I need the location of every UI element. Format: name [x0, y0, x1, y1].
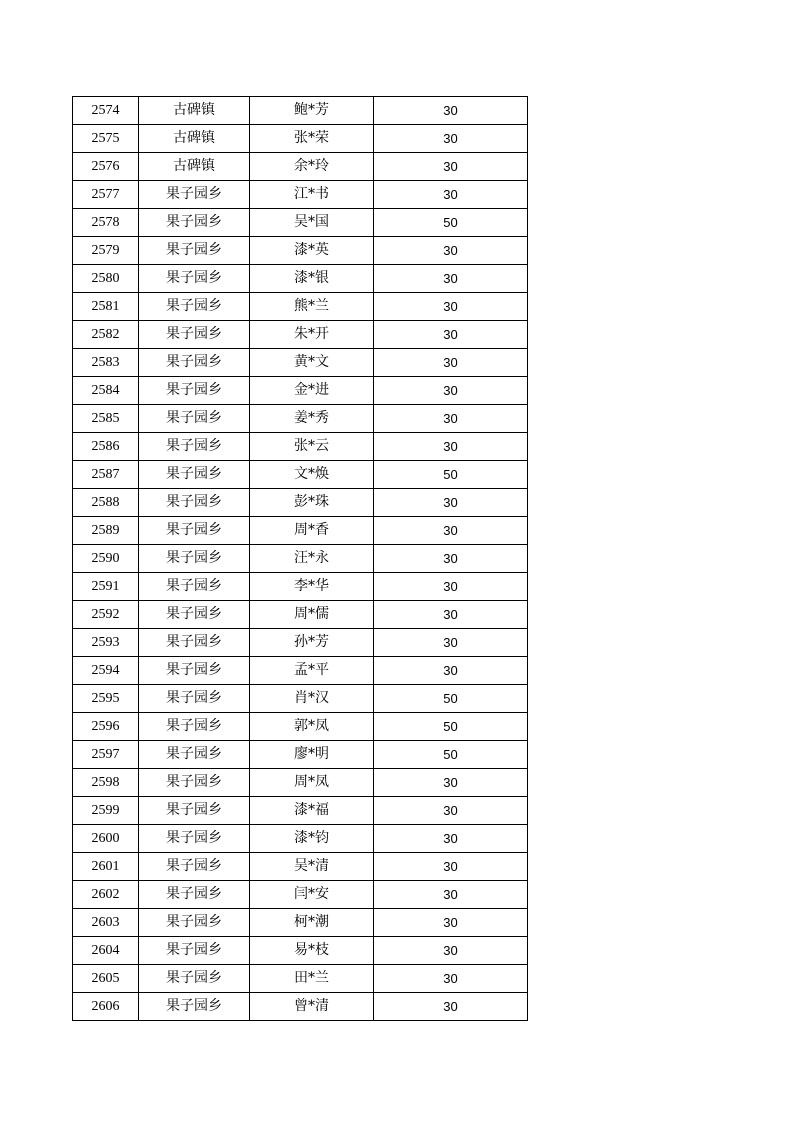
amount-cell: 30	[374, 573, 528, 601]
township-cell: 果子园乡	[139, 293, 250, 321]
row-number-cell: 2587	[73, 461, 139, 489]
row-number-cell: 2591	[73, 573, 139, 601]
township-cell: 果子园乡	[139, 713, 250, 741]
amount-cell: 30	[374, 629, 528, 657]
township-cell: 果子园乡	[139, 881, 250, 909]
row-number-cell: 2584	[73, 377, 139, 405]
row-number-cell: 2600	[73, 825, 139, 853]
row-number-cell: 2586	[73, 433, 139, 461]
name-cell: 姜*秀	[250, 405, 374, 433]
amount-cell: 50	[374, 741, 528, 769]
row-number-cell: 2575	[73, 125, 139, 153]
table-row	[73, 209, 528, 237]
township-cell: 果子园乡	[139, 405, 250, 433]
amount-cell: 30	[374, 601, 528, 629]
township-cell: 果子园乡	[139, 433, 250, 461]
amount-cell: 30	[374, 433, 528, 461]
name-cell: 金*进	[250, 377, 374, 405]
row-number-cell: 2598	[73, 769, 139, 797]
amount-cell: 30	[374, 237, 528, 265]
row-number-cell: 2593	[73, 629, 139, 657]
row-number-cell: 2605	[73, 965, 139, 993]
township-cell: 果子园乡	[139, 209, 250, 237]
row-number-cell: 2585	[73, 405, 139, 433]
name-cell: 汪*永	[250, 545, 374, 573]
township-cell: 果子园乡	[139, 321, 250, 349]
amount-cell: 30	[374, 517, 528, 545]
name-cell: 余*玲	[250, 153, 374, 181]
table-row	[73, 545, 528, 573]
amount-cell: 30	[374, 181, 528, 209]
name-cell: 熊*兰	[250, 293, 374, 321]
table-row	[73, 321, 528, 349]
amount-cell: 30	[374, 825, 528, 853]
table-row	[73, 489, 528, 517]
name-cell: 田*兰	[250, 965, 374, 993]
table-row	[73, 601, 528, 629]
township-cell: 果子园乡	[139, 685, 250, 713]
township-cell: 果子园乡	[139, 573, 250, 601]
table-row	[73, 405, 528, 433]
name-cell: 漆*英	[250, 237, 374, 265]
row-number-cell: 2601	[73, 853, 139, 881]
name-cell: 漆*福	[250, 797, 374, 825]
amount-cell: 30	[374, 377, 528, 405]
table-row	[73, 853, 528, 881]
amount-cell: 30	[374, 321, 528, 349]
row-number-cell: 2577	[73, 181, 139, 209]
table-row	[73, 97, 528, 125]
amount-cell: 30	[374, 489, 528, 517]
township-cell: 古碑镇	[139, 97, 250, 125]
row-number-cell: 2588	[73, 489, 139, 517]
amount-cell: 30	[374, 909, 528, 937]
township-cell: 果子园乡	[139, 461, 250, 489]
amount-cell: 30	[374, 937, 528, 965]
township-cell: 果子园乡	[139, 825, 250, 853]
amount-cell: 30	[374, 545, 528, 573]
amount-cell: 50	[374, 713, 528, 741]
row-number-cell: 2599	[73, 797, 139, 825]
row-number-cell: 2583	[73, 349, 139, 377]
name-cell: 漆*钧	[250, 825, 374, 853]
table-row	[73, 573, 528, 601]
name-cell: 周*凤	[250, 769, 374, 797]
table-row	[73, 629, 528, 657]
table-row	[73, 377, 528, 405]
name-cell: 张*云	[250, 433, 374, 461]
roster-table-body	[73, 97, 528, 1021]
name-cell: 周*香	[250, 517, 374, 545]
row-number-cell: 2606	[73, 993, 139, 1021]
table-row	[73, 125, 528, 153]
amount-cell: 30	[374, 293, 528, 321]
township-cell: 果子园乡	[139, 853, 250, 881]
table-row	[73, 937, 528, 965]
table-row	[73, 965, 528, 993]
amount-cell: 30	[374, 153, 528, 181]
table-row	[73, 293, 528, 321]
row-number-cell: 2596	[73, 713, 139, 741]
amount-cell: 30	[374, 853, 528, 881]
name-cell: 鲍*芳	[250, 97, 374, 125]
name-cell: 吴*清	[250, 853, 374, 881]
township-cell: 果子园乡	[139, 657, 250, 685]
table-row	[73, 433, 528, 461]
township-cell: 果子园乡	[139, 489, 250, 517]
township-cell: 果子园乡	[139, 377, 250, 405]
row-number-cell: 2595	[73, 685, 139, 713]
table-row	[73, 769, 528, 797]
amount-cell: 30	[374, 993, 528, 1021]
table-row	[73, 685, 528, 713]
township-cell: 果子园乡	[139, 769, 250, 797]
name-cell: 易*枝	[250, 937, 374, 965]
name-cell: 孙*芳	[250, 629, 374, 657]
township-cell: 古碑镇	[139, 125, 250, 153]
name-cell: 李*华	[250, 573, 374, 601]
table-row	[73, 657, 528, 685]
township-cell: 果子园乡	[139, 181, 250, 209]
name-cell: 廖*明	[250, 741, 374, 769]
name-cell: 吴*国	[250, 209, 374, 237]
amount-cell: 30	[374, 965, 528, 993]
table-row	[73, 881, 528, 909]
name-cell: 郭*凤	[250, 713, 374, 741]
township-cell: 果子园乡	[139, 741, 250, 769]
row-number-cell: 2578	[73, 209, 139, 237]
row-number-cell: 2574	[73, 97, 139, 125]
amount-cell: 30	[374, 657, 528, 685]
amount-cell: 50	[374, 685, 528, 713]
row-number-cell: 2604	[73, 937, 139, 965]
table-row	[73, 181, 528, 209]
row-number-cell: 2589	[73, 517, 139, 545]
table-row	[73, 797, 528, 825]
name-cell: 闫*安	[250, 881, 374, 909]
table-row	[73, 909, 528, 937]
table-row	[73, 517, 528, 545]
township-cell: 果子园乡	[139, 797, 250, 825]
row-number-cell: 2602	[73, 881, 139, 909]
row-number-cell: 2580	[73, 265, 139, 293]
table-row	[73, 265, 528, 293]
amount-cell: 50	[374, 209, 528, 237]
table-row	[73, 349, 528, 377]
township-cell: 果子园乡	[139, 237, 250, 265]
table-row	[73, 825, 528, 853]
table-row	[73, 461, 528, 489]
amount-cell: 30	[374, 881, 528, 909]
township-cell: 果子园乡	[139, 937, 250, 965]
amount-cell: 30	[374, 265, 528, 293]
table-row	[73, 237, 528, 265]
township-cell: 果子园乡	[139, 517, 250, 545]
amount-cell: 30	[374, 769, 528, 797]
township-cell: 果子园乡	[139, 965, 250, 993]
row-number-cell: 2592	[73, 601, 139, 629]
name-cell: 张*荣	[250, 125, 374, 153]
amount-cell: 50	[374, 461, 528, 489]
row-number-cell: 2594	[73, 657, 139, 685]
amount-cell: 30	[374, 97, 528, 125]
name-cell: 孟*平	[250, 657, 374, 685]
township-cell: 果子园乡	[139, 349, 250, 377]
name-cell: 周*儒	[250, 601, 374, 629]
row-number-cell: 2576	[73, 153, 139, 181]
row-number-cell: 2581	[73, 293, 139, 321]
township-cell: 果子园乡	[139, 629, 250, 657]
township-cell: 果子园乡	[139, 601, 250, 629]
table-row	[73, 713, 528, 741]
name-cell: 黄*文	[250, 349, 374, 377]
name-cell: 江*书	[250, 181, 374, 209]
table-row	[73, 741, 528, 769]
name-cell: 柯*潮	[250, 909, 374, 937]
name-cell: 曾*清	[250, 993, 374, 1021]
township-cell: 果子园乡	[139, 993, 250, 1021]
table-row	[73, 153, 528, 181]
row-number-cell: 2579	[73, 237, 139, 265]
name-cell: 漆*银	[250, 265, 374, 293]
amount-cell: 30	[374, 797, 528, 825]
name-cell: 文*焕	[250, 461, 374, 489]
name-cell: 肖*汉	[250, 685, 374, 713]
amount-cell: 30	[374, 405, 528, 433]
table-row	[73, 993, 528, 1021]
township-cell: 果子园乡	[139, 909, 250, 937]
township-cell: 古碑镇	[139, 153, 250, 181]
amount-cell: 30	[374, 125, 528, 153]
township-cell: 果子园乡	[139, 265, 250, 293]
amount-cell: 30	[374, 349, 528, 377]
row-number-cell: 2597	[73, 741, 139, 769]
township-cell: 果子园乡	[139, 545, 250, 573]
roster-table	[72, 96, 528, 1021]
row-number-cell: 2603	[73, 909, 139, 937]
name-cell: 朱*开	[250, 321, 374, 349]
row-number-cell: 2590	[73, 545, 139, 573]
name-cell: 彭*珠	[250, 489, 374, 517]
row-number-cell: 2582	[73, 321, 139, 349]
